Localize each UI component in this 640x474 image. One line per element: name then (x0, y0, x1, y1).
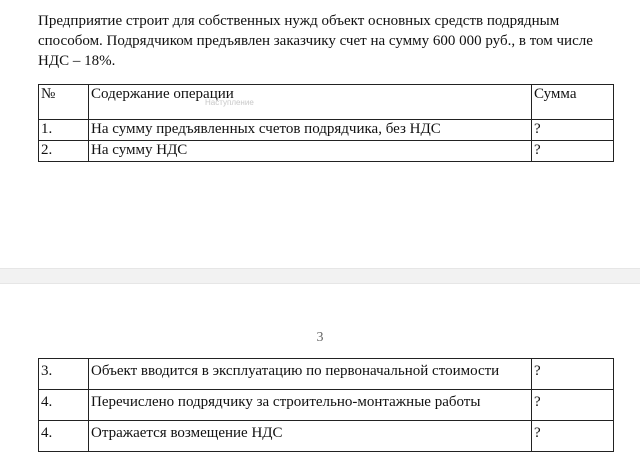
row-num: 1. (39, 120, 89, 141)
page-number: 3 (316, 330, 324, 345)
table-header-row (39, 85, 614, 120)
operations-table-top (38, 84, 614, 162)
row-num: 3. (39, 359, 89, 390)
row-description: На сумму НДС (89, 141, 532, 162)
table-row (39, 359, 614, 390)
header-sum: Сумма (532, 85, 614, 120)
table-row (39, 421, 614, 452)
problem-text: Предприятие строит для собственных нужд объект основных средств подрядным способом. Подрядчиком предъявлен заказчику счет на сумму 600 000 руб., в том числе НДС – 18%. (38, 13, 593, 69)
row-description: На сумму предъявленных счетов подрядчика, без НДС (89, 120, 532, 141)
row-sum: ? (532, 141, 614, 162)
operations-table-bottom (38, 358, 614, 452)
table-row (39, 390, 614, 421)
page-break (0, 268, 640, 284)
row-num: 2. (39, 141, 89, 162)
header-num: № (39, 85, 89, 120)
table-row (39, 141, 614, 162)
header-description: Содержание операции (89, 85, 532, 120)
row-sum: ? (532, 120, 614, 141)
row-sum: ? (532, 390, 614, 421)
table-row (39, 120, 614, 141)
row-description: Объект вводится в эксплуатацию по первоначальной стоимости (89, 359, 532, 390)
row-description: Перечислено подрядчику за строительно-монтажные работы (89, 390, 532, 421)
row-sum: ? (532, 359, 614, 390)
watermark-text: Наступление (205, 98, 254, 107)
row-description: Отражается возмещение НДС (89, 421, 532, 452)
row-sum: ? (532, 421, 614, 452)
row-num: 4. (39, 390, 89, 421)
row-num: 4. (39, 421, 89, 452)
